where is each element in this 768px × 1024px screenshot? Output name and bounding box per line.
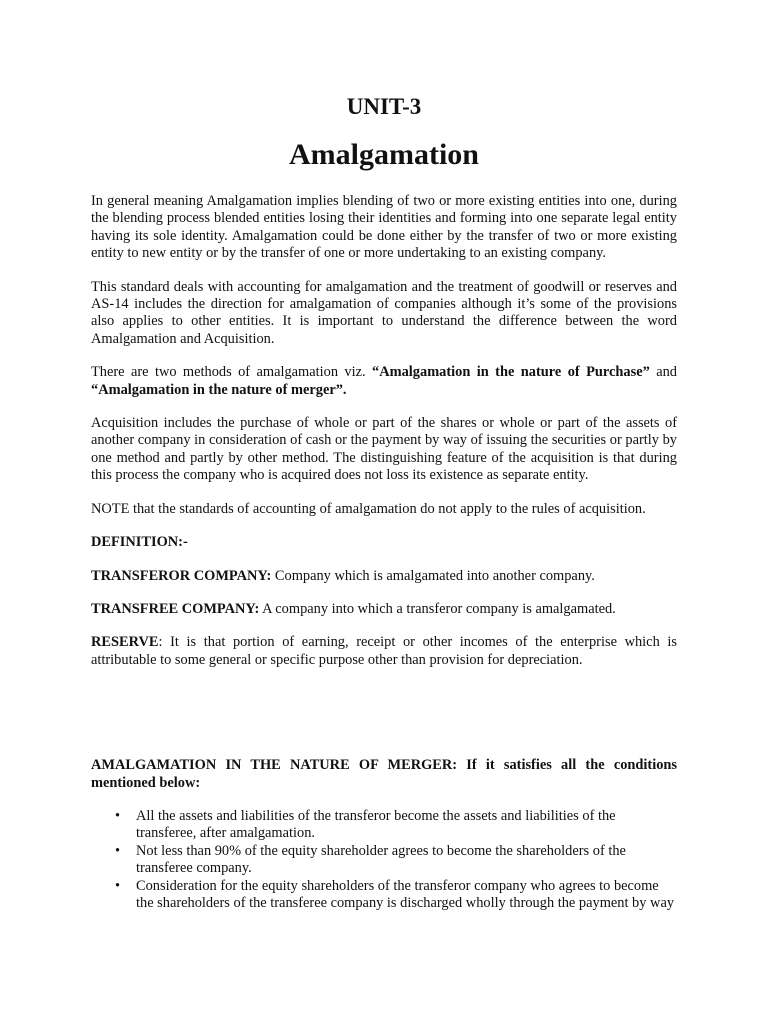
merger-heading	[91, 757, 677, 792]
definition-reserve	[91, 634, 677, 669]
unit-title: UNIT-3	[346, 94, 422, 119]
list-item	[115, 842, 677, 878]
condition-text: Not less than 90% of the equity shareholder agrees to become the shareholders of the transferee company.	[136, 842, 626, 877]
main-title: Amalgamation	[289, 138, 479, 171]
definition-text: A company into which a transferor company is amalgamated.	[259, 600, 616, 617]
definition-text: : It is that portion of earning, receipt or other incomes of the enterprise which is attributable to some general or specific purpose other than provision for depreciation.	[91, 634, 677, 668]
definition-transferee	[91, 601, 677, 618]
definition-term: TRANSFEROR COMPANY:	[91, 567, 272, 584]
standard-paragraph: This standard deals with accounting for amalgamation and the treatment of goodwill or reserves and AS-14 includes the direction for amalgamation of companies although it’s some of the provisions also applies to other entities. It is important to understand the difference between the word Amalgamation and Acquisition.	[91, 278, 677, 347]
methods-lead: There are two methods of amalgamation viz.	[91, 364, 373, 381]
definition-term: RESERVE	[91, 634, 159, 651]
list-item	[115, 877, 677, 913]
bullet-icon: •	[115, 842, 121, 859]
definition-transferor	[91, 568, 677, 585]
condition-text: Consideration for the equity shareholders of the transferor company who agrees to become the shareholders of the transferee company is discharged wholly through the payment by way	[136, 877, 675, 911]
condition-text: All the assets and liabilities of the transferor become the assets and liabilities of the transferee, after amalgamation.	[136, 807, 616, 842]
acquisition-paragraph: Acquisition includes the purchase of whole or part of the shares or whole or part of the assets of another company in consideration of cash or the payment by way of issuing the securities or partly by one method and partly by other method. The distinguishing feature of the acquisition is that during this process the company who is acquired does not loss its existence as separate entity.	[91, 415, 677, 484]
section-spacer	[91, 685, 677, 757]
method-merger: “Amalgamation in the nature of merger”.	[91, 381, 347, 398]
merger-heading-text: AMALGAMATION IN THE NATURE OF MERGER: If it satisfies all the conditions mentioned below:	[91, 757, 677, 791]
definition-heading	[91, 534, 677, 551]
definition-heading-text: DEFINITION:-	[91, 534, 188, 551]
merger-conditions-list	[91, 808, 677, 912]
list-item	[115, 807, 677, 843]
document-body	[91, 193, 677, 912]
note-paragraph: NOTE that the standards of accounting of amalgamation do not apply to the rules of acquisition.	[91, 500, 646, 517]
methods-conjunction: and	[649, 364, 677, 381]
definition-term: TRANSFREE COMPANY:	[91, 600, 260, 617]
bullet-icon: •	[115, 807, 121, 824]
methods-paragraph	[91, 364, 677, 399]
bullet-icon: •	[115, 877, 121, 894]
method-purchase: “Amalgamation in the nature of Purchase”	[372, 364, 650, 381]
definition-text: Company which is amalgamated into another company.	[271, 567, 595, 584]
intro-paragraph: In general meaning Amalgamation implies blending of two or more existing entities into one, during the blending process blended entities losing their identities and forming into one separate legal entity having its sole identity. Amalgamation could be done either by the transfer of two or more existing entity to new entity or by the transfer of one or more undertaking to an existing company.	[91, 193, 677, 262]
